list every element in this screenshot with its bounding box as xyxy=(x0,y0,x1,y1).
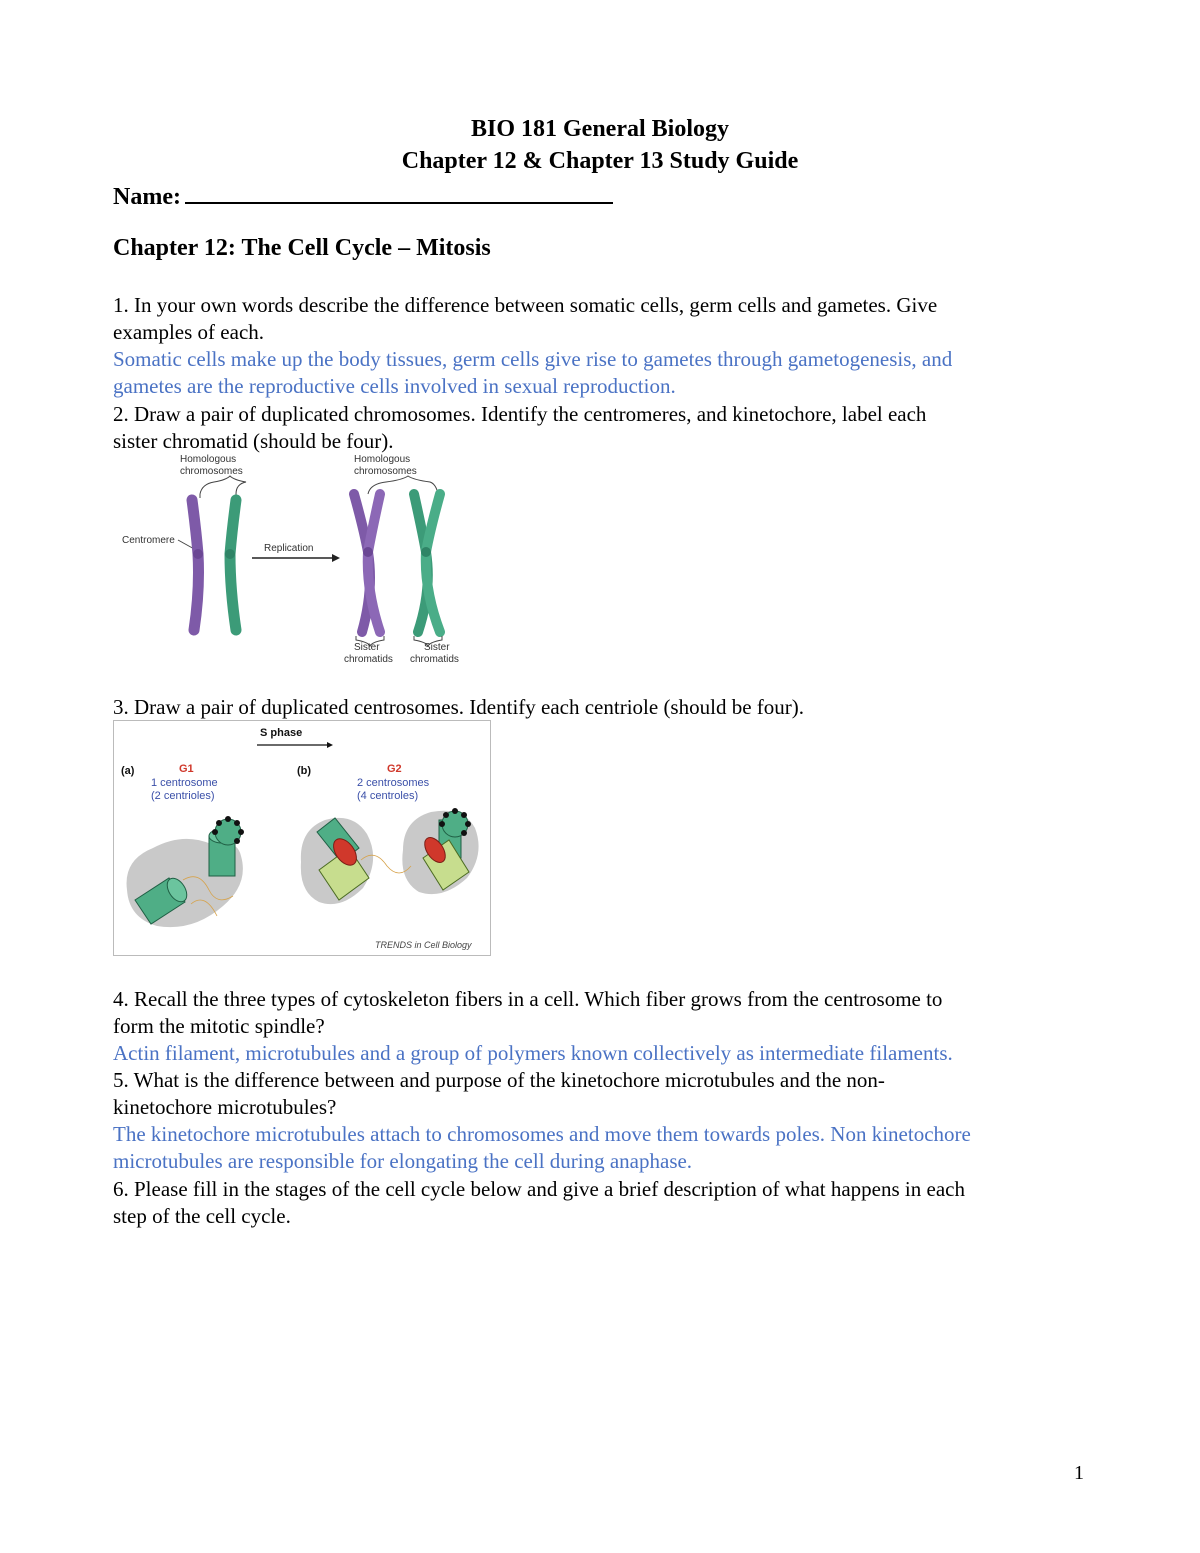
label-homologous-left-1: Homologous xyxy=(180,454,237,465)
centrosome-duplication-svg xyxy=(113,720,491,956)
course-title: BIO 181 General Biology xyxy=(471,116,729,142)
name-label: Name: xyxy=(113,184,181,210)
answer-4-line-1: Actin filament, microtubules and a group of polymers known collectively as intermediate filaments. xyxy=(113,1041,953,1065)
question-3-line-1: 3. Draw a pair of duplicated centrosomes. Identify each centriole (should be four). xyxy=(113,695,804,719)
question-5-line-1: 5. What is the difference between and purpose of the kinetochore microtubules and the non- xyxy=(113,1068,885,1092)
question-6-line-2: step of the cell cycle. xyxy=(113,1204,291,1228)
bracket-left xyxy=(200,476,246,494)
centromere-green xyxy=(225,549,235,559)
label-sister-2b: chromatids xyxy=(410,654,459,665)
label-g1-count: 1 centrosome xyxy=(151,777,218,789)
label-a: (a) xyxy=(121,765,135,777)
centrosome-duplication-figure xyxy=(113,720,491,956)
name-field xyxy=(113,180,613,211)
label-g2: G2 xyxy=(387,763,402,775)
label-s-phase: S phase xyxy=(260,727,303,739)
label-sister-2a: Sister xyxy=(424,642,450,653)
answer-5-line-2: microtubules are responsible for elongating the cell during anaphase. xyxy=(113,1149,693,1173)
answer-1-line-1: Somatic cells make up the body tissues, germ cells give rise to gametes through gametogenesis, and xyxy=(113,347,953,371)
centromere-green-duplicated xyxy=(421,547,431,557)
question-4-line-1: 4. Recall the three types of cytoskeleton fibers in a cell. Which fiber grows from the centrosome to xyxy=(113,987,943,1011)
answer-1-line-2: gametes are the reproductive cells involved in sexual reproduction. xyxy=(113,374,676,398)
question-4-line-2: form the mitotic spindle? xyxy=(113,1014,325,1038)
label-g2-count: 2 centrosomes xyxy=(357,777,430,789)
label-homologous-left-2: chromosomes xyxy=(180,466,243,477)
question-6-line-1: 6. Please fill in the stages of the cell cycle below and give a brief description of what happens in each xyxy=(113,1177,965,1201)
label-g1-centrioles: (2 centrioles) xyxy=(151,790,215,802)
question-1-line-1: 1. In your own words describe the difference between somatic cells, germ cells and gametes. Give xyxy=(113,293,938,317)
label-b: (b) xyxy=(297,765,312,777)
chromosome-purple-single xyxy=(192,500,199,630)
question-5-line-2: kinetochore microtubules? xyxy=(113,1095,337,1119)
label-sister-1a: Sister xyxy=(354,642,380,653)
chromosome-replication-figure xyxy=(118,450,470,668)
label-g2-centrioles: (4 centroles) xyxy=(357,790,419,802)
question-2-line-2: sister chromatid (should be four). xyxy=(113,429,394,453)
page-number: 1 xyxy=(1074,1462,1084,1484)
label-centromere: Centromere xyxy=(122,535,175,546)
label-replication: Replication xyxy=(264,543,314,554)
answer-5-line-1: The kinetochore microtubules attach to chromosomes and move them towards poles. Non kinetochore xyxy=(113,1122,971,1146)
name-blank-line[interactable] xyxy=(185,180,613,204)
label-source: TRENDS in Cell Biology xyxy=(375,940,472,950)
chromosome-replication-svg xyxy=(118,450,470,668)
centromere-purple-duplicated xyxy=(363,547,373,557)
label-homologous-right-1: Homologous xyxy=(354,454,411,465)
bracket-left-ticks xyxy=(200,494,236,498)
question-1-line-2: examples of each. xyxy=(113,320,265,344)
guide-title: Chapter 12 & Chapter 13 Study Guide xyxy=(401,148,799,174)
centromere-purple xyxy=(193,549,203,559)
label-homologous-right-2: chromosomes xyxy=(354,466,417,477)
label-g1: G1 xyxy=(179,763,194,775)
chapter-heading: Chapter 12: The Cell Cycle – Mitosis xyxy=(113,235,491,261)
replication-arrowhead xyxy=(332,554,340,562)
question-2-line-1: 2. Draw a pair of duplicated chromosomes. Identify the centromeres, and kinetochore, label each xyxy=(113,402,927,426)
chromosome-green-single xyxy=(230,500,236,630)
label-sister-1b: chromatids xyxy=(344,654,393,665)
